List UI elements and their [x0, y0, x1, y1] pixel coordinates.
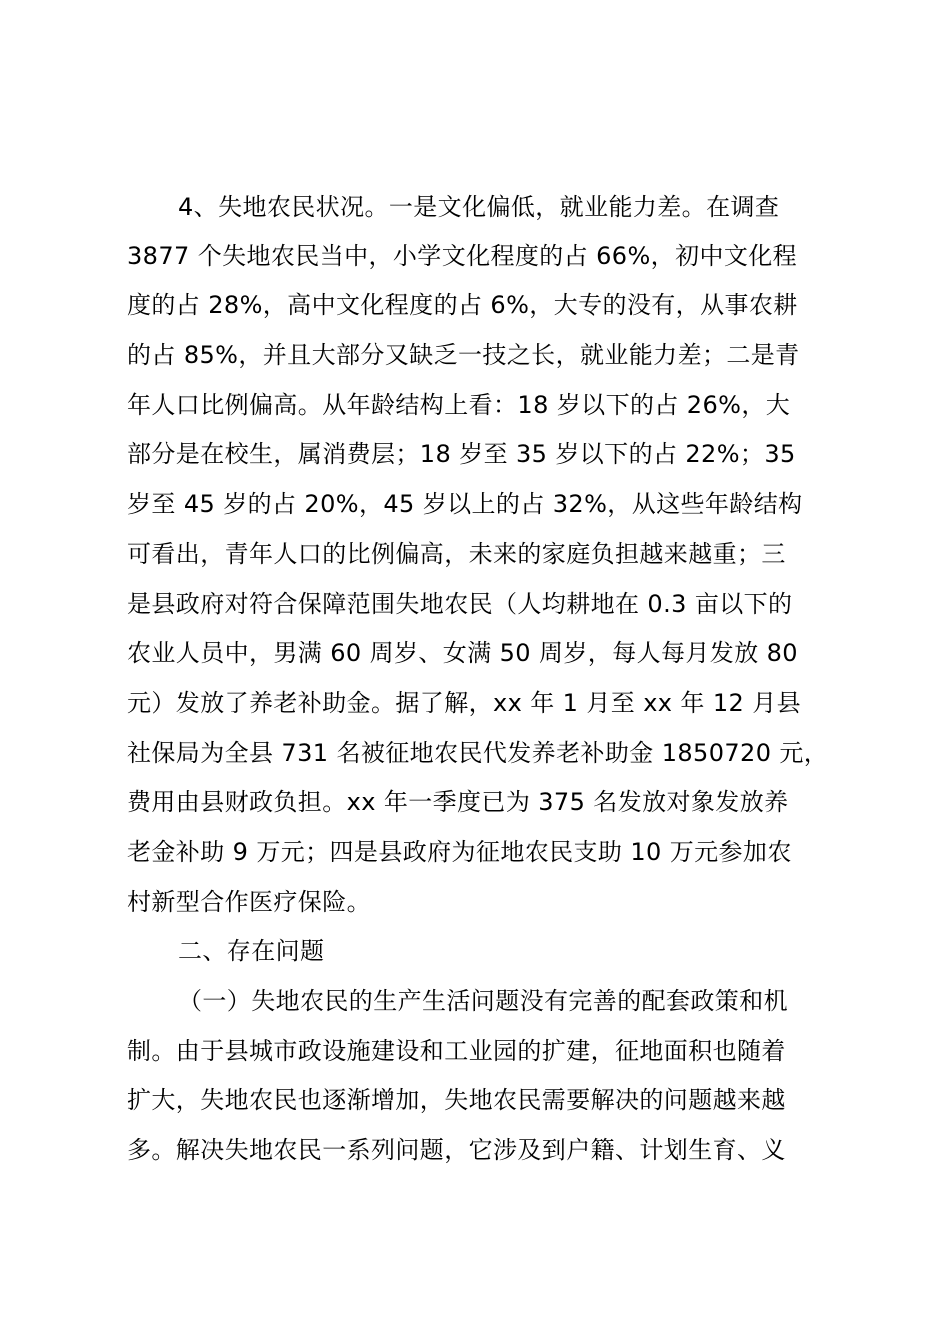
text-line-20: 多。解决失地农民一系列问题，它涉及到户籍、计划生育、义 — [127, 1136, 786, 1164]
text-line-17: （一）失地农民的生产生活问题没有完善的配套政策和机 — [178, 987, 788, 1015]
text-line-2: 3877 个失地农民当中，小学文化程度的占 66%，初中文化程 — [127, 242, 798, 270]
text-line-4: 的占 85%，并且大部分又缺乏一技之长，就业能力差；二是青 — [127, 341, 800, 369]
text-line-18: 制。由于县城市政设施建设和工业园的扩建，征地面积也随着 — [127, 1037, 786, 1065]
text-line-12: 社保局为全县 731 名被征地农民代发养老补助金 1850720 元， — [127, 739, 829, 767]
text-line-14: 老金补助 9 万元；四是县政府为征地农民支助 10 万元参加农 — [127, 838, 792, 866]
text-line-19: 扩大，失地农民也逐渐增加，失地农民需要解决的问题越来越 — [127, 1086, 786, 1114]
text-line-7: 岁至 45 岁的占 20%，45 岁以上的占 32%，从这些年龄结构 — [127, 490, 803, 518]
text-line-8: 可看出，青年人口的比例偏高，未来的家庭负担越来越重；三 — [127, 540, 786, 568]
text-line-9: 是县政府对符合保障范围失地农民（人均耕地在 0.3 亩以下的 — [127, 590, 793, 618]
text-line-13: 费用由县财政负担。xx 年一季度已为 375 名发放对象发放养 — [127, 788, 789, 816]
text-line-6: 部分是在校生，属消费层；18 岁至 35 岁以下的占 22%；35 — [127, 440, 796, 468]
text-line-11: 元）发放了养老补助金。据了解，xx 年 1 月至 xx 年 12 月县 — [127, 689, 802, 717]
text-line-10: 农业人员中，男满 60 周岁、女满 50 周岁，每人每月发放 80 — [127, 639, 798, 667]
text-line-5: 年人口比例偏高。从年龄结构上看：18 岁以下的占 26%，大 — [127, 391, 791, 419]
section-heading: 二、存在问题 — [178, 937, 325, 965]
text-line-1: 4、失地农民状况。一是文化偏低，就业能力差。在调查 — [178, 193, 780, 221]
text-line-3: 度的占 28%，高中文化程度的占 6%，大专的没有，从事农耕 — [127, 291, 798, 319]
text-line-15: 村新型合作医疗保险。 — [127, 888, 371, 916]
